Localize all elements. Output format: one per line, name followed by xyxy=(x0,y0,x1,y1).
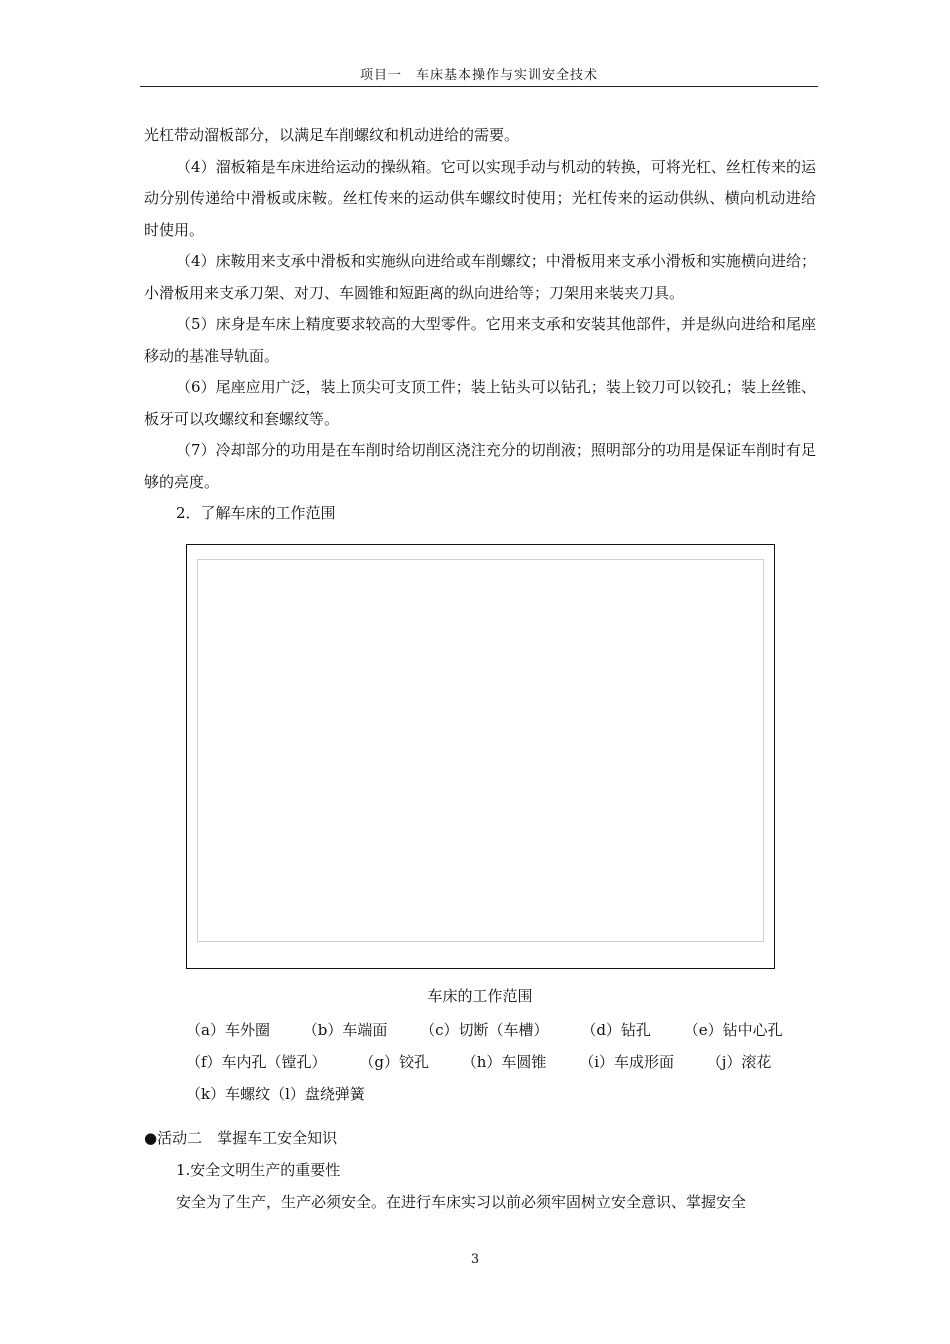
legend-item: （i）车成形面 xyxy=(579,1053,674,1071)
activity-section xyxy=(144,1122,816,1218)
paragraph: （6）尾座应用广泛，装上顶尖可支顶工件；装上钻头可以钻孔；装上铰刀可以铰孔；装上丝锥、板牙可以攻螺纹和套螺纹等。 xyxy=(144,378,816,428)
legend-item: （d）钻孔 xyxy=(581,1021,651,1039)
body-text xyxy=(144,120,816,530)
legend-item: （k）车螺纹（l）盘绕弹簧 xyxy=(186,1085,365,1103)
legend-item: （j）滚花 xyxy=(706,1053,772,1071)
legend-row xyxy=(186,1046,806,1078)
legend-item: （c）切断（车槽） xyxy=(420,1021,549,1039)
activity-title: ●活动二 掌握车工安全知识 xyxy=(144,1129,338,1147)
section-heading: 2．了解车床的工作范围 xyxy=(176,504,336,522)
header-rule xyxy=(140,86,818,87)
legend-item: （f）车内孔（镗孔） xyxy=(186,1053,327,1071)
figure-frame xyxy=(186,544,775,969)
legend-row xyxy=(186,1078,806,1110)
page-number: 3 xyxy=(470,1252,480,1267)
legend-row xyxy=(186,1014,806,1046)
legend-item: （h）车圆锥 xyxy=(461,1053,547,1071)
paragraph: （4）床鞍用来支承中滑板和实施纵向进给或车削螺纹；中滑板用来支承小滑板和实施横向进给；小滑板用来支承刀架、对刀、车圆锥和短距离的纵向进给等；刀架用来装夹刀具。 xyxy=(144,252,816,302)
figure-image-placeholder xyxy=(197,559,764,942)
legend-item: （g）铰孔 xyxy=(359,1053,429,1071)
figure-legend xyxy=(186,1014,806,1110)
running-header: 项目一 车床基本操作与实训安全技术 xyxy=(359,68,598,83)
paragraph: 光杠带动溜板部分，以满足车削螺纹和机动进给的需要。 xyxy=(144,126,520,144)
figure-caption: 车床的工作范围 xyxy=(427,987,533,1005)
legend-item: （b）车端面 xyxy=(302,1021,388,1039)
paragraph: （5）床身是车床上精度要求较高的大型零件。它用来支承和安装其他部件，并是纵向进给和尾座移动的基准导轨面。 xyxy=(144,315,816,365)
paragraph: （7）冷却部分的功用是在车削时给切削区浇注充分的切削液；照明部分的功用是保证车削时有足够的亮度。 xyxy=(144,441,816,491)
legend-item: （a）车外圈 xyxy=(186,1021,270,1039)
paragraph: （4）溜板箱是车床进给运动的操纵箱。它可以实现手动与机动的转换，可将光杠、丝杠传来的运动分别传递给中滑板或床鞍。丝杠传来的运动供车螺纹时使用；光杠传来的运动供纵、横向机动进给时使用。 xyxy=(144,157,816,239)
legend-item: （e）钻中心孔 xyxy=(683,1021,783,1039)
activity-subheading: 1.安全文明生产的重要性 xyxy=(176,1161,341,1179)
activity-text: 安全为了生产，生产必须安全。在进行车床实习以前必须牢固树立安全意识、掌握安全 xyxy=(176,1193,747,1211)
